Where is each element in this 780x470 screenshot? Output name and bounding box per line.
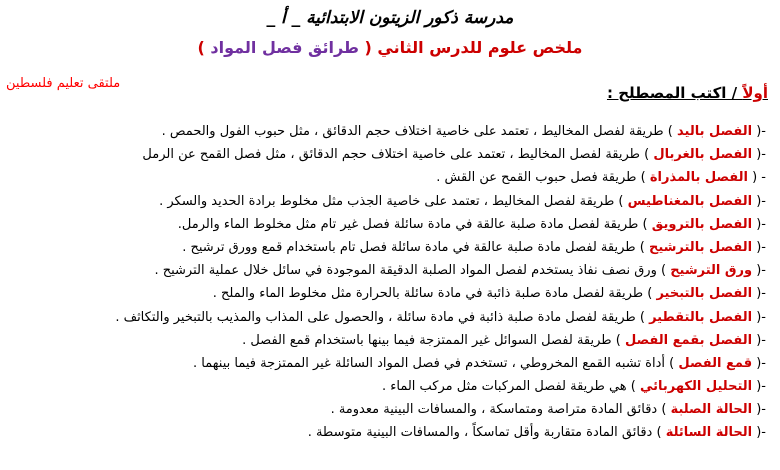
term: قمع الفصل	[678, 355, 753, 371]
row-prefix: -(	[752, 355, 766, 371]
definition-row	[6, 166, 766, 189]
definition-row	[6, 282, 766, 305]
definition-row	[6, 421, 766, 444]
term: الفصل بالتبخير	[656, 286, 753, 302]
definition-row	[6, 398, 766, 421]
watermark-label: ملتقى تعليم فلسطين	[6, 76, 121, 91]
term: الفصل بالمذراة	[649, 170, 748, 186]
lesson-title-suffix: )	[197, 38, 205, 57]
definition-text: ) طريقة لفصل السوائل غير الممتزجة فيما بينها باستخدام قمع الفصل .	[242, 332, 625, 348]
row-prefix: -(	[752, 216, 766, 232]
term: الفصل بالمغناطيس	[627, 193, 753, 209]
definition-text: ) أداة تشبه القمع المخروطي ، تستخدم في فصل المواد السائلة غير الممتزجة فيما بينهما .	[193, 355, 679, 371]
row-prefix: -(	[752, 402, 766, 418]
row-prefix: -(	[752, 193, 766, 209]
row-prefix: -(	[752, 286, 766, 302]
definition-text: ) دقائق المادة متراصة ومتماسكة ، والمسافات البينية معدومة .	[330, 402, 671, 418]
lesson-title	[0, 38, 780, 57]
definition-text: ) طريقة لفصل مادة صلبة عالقة في مادة سائلة فصل تام باستخدام قمع وورق ترشيح .	[182, 239, 649, 255]
definition-text: ) طريقة لفصل مادة صلبة عالقة في مادة سائلة فصل غير تام مثل مخلوط الماء والرمل.	[177, 216, 652, 232]
definition-row	[6, 259, 766, 282]
definition-row	[6, 375, 766, 398]
school-name: مدرسة ذكور الزيتون الابتدائية _ أ _	[266, 8, 514, 28]
definition-text: ) دقائق المادة متقاربة وأقل تماسكاً ، والمسافات البينية متوسطة .	[307, 425, 666, 441]
section-heading	[607, 84, 768, 102]
term: التحليل الكهربائي	[639, 379, 753, 395]
term: الحالة الصلبة	[670, 402, 753, 418]
section-title: / اكتب المصطلح :	[606, 84, 743, 102]
definition-text: ) طريقة لفصل المخاليط ، تعتمد على خاصية اختلاف حجم الدقائق ، مثل فصل القمح عن الرمل	[142, 147, 654, 163]
definition-row	[6, 190, 766, 213]
definition-row	[6, 236, 766, 259]
definitions-list	[6, 120, 766, 445]
lesson-title-prefix: ملخص علوم للدرس الثاني (	[364, 38, 583, 57]
definition-text: ) هي طريقة لفصل المركبات مثل مركب الماء .	[381, 379, 640, 395]
row-prefix: -(	[752, 263, 766, 279]
row-prefix: -(	[752, 239, 766, 255]
lesson-title-highlight: طرائق فصل المواد	[204, 38, 365, 57]
definition-text: ) طريقة فصل حبوب القمح عن القش .	[436, 170, 650, 186]
definition-text: ) طريقة لفصل المخاليط ، تعتمد على خاصية الجذب مثل مخلوط برادة الحديد والسكر .	[159, 193, 628, 209]
definition-text: ) ورق نصف نفاذ يستخدم لفصل المواد الصلبة الدقيقة الموجودة في سائل خلال عملية الترشيح .	[154, 263, 671, 279]
definition-text: ) طريقة لفصل مادة صلبة ذائبة في مادة سائلة ، والحصول على المذاب والمذيب بالتبخير والتكاثف .	[115, 309, 650, 325]
term: الفصل بقمع الفصل	[624, 332, 753, 348]
definition-row	[6, 120, 766, 143]
row-prefix: -(	[752, 124, 766, 139]
row-prefix: - (	[747, 170, 766, 186]
definition-row	[6, 306, 766, 329]
definition-row	[6, 213, 766, 236]
term: الفصل بالترويق	[651, 216, 753, 232]
term: الفصل بالتقطير	[649, 309, 753, 325]
term: ورق الترشيح	[670, 263, 753, 279]
definition-row	[6, 352, 766, 375]
term: الفصل بالغربال	[653, 147, 753, 163]
definition-text: ) طريقة لفصل المخاليط ، تعتمد على خاصية اختلاف حجم الدقائق ، مثل حبوب الفول والحمص .	[161, 124, 677, 139]
section-number: أولاً	[742, 84, 768, 102]
term: الفصل بالترشيح	[648, 239, 753, 255]
row-prefix: -(	[752, 425, 766, 441]
definition-text: ) طريقة لفصل مادة صلبة ذائبة في مادة سائلة بالحرارة مثل مخلوط الماء والملح .	[212, 286, 657, 302]
row-prefix: -(	[752, 309, 766, 325]
row-prefix: -(	[752, 379, 766, 395]
definition-row	[6, 143, 766, 166]
row-prefix: -(	[752, 147, 766, 163]
term: الحالة السائلة	[665, 425, 753, 441]
row-prefix: -(	[752, 332, 766, 348]
definition-row	[6, 329, 766, 352]
term: الفصل باليد	[677, 124, 753, 139]
